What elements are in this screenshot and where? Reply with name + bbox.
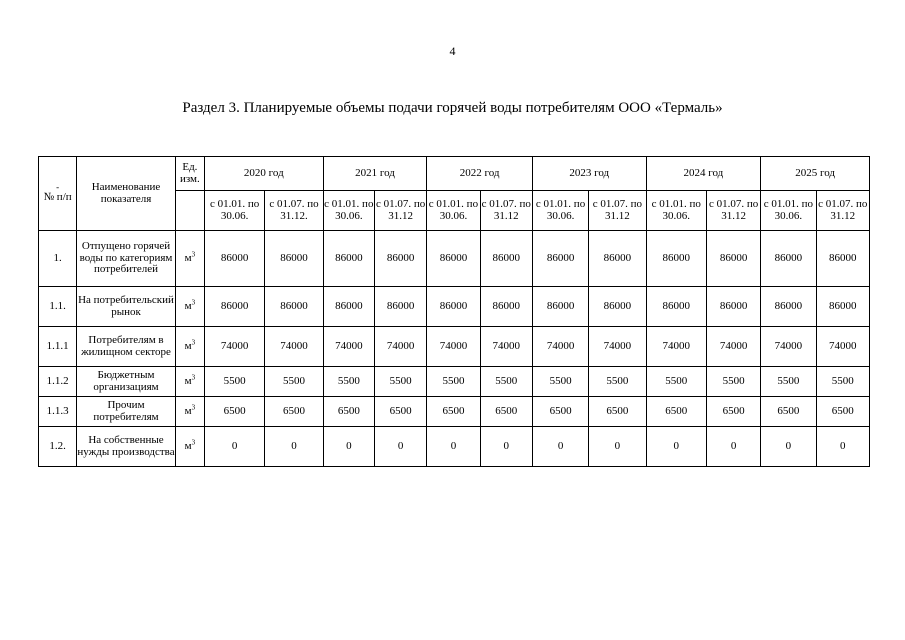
value-cell: 5500 bbox=[323, 367, 374, 397]
header-period: с 01.01. по 30.06. bbox=[204, 191, 264, 231]
row-unit bbox=[175, 327, 204, 367]
page-number: 4 bbox=[449, 44, 456, 58]
value-cell: 5500 bbox=[427, 367, 480, 397]
value-cell: 0 bbox=[374, 427, 426, 467]
value-cell: 0 bbox=[480, 427, 532, 467]
row-number: 1.2. bbox=[39, 427, 77, 467]
unit-exponent: 3 bbox=[191, 403, 196, 412]
header-year: 2021 год bbox=[323, 157, 427, 191]
header-period: с 01.07. по 31.12 bbox=[816, 191, 869, 231]
row-number: 1.1. bbox=[39, 287, 77, 327]
header-num-label: № п/п bbox=[43, 191, 72, 204]
row-number: 1. bbox=[39, 231, 77, 287]
row-indicator-name: На потребительский рынок bbox=[77, 287, 176, 327]
header-unit-blank bbox=[175, 191, 204, 231]
value-cell: 5500 bbox=[589, 367, 646, 397]
value-cell: 5500 bbox=[480, 367, 532, 397]
value-cell: 86000 bbox=[204, 287, 264, 327]
header-num bbox=[39, 157, 77, 231]
value-cell: 0 bbox=[816, 427, 869, 467]
value-cell: 6500 bbox=[589, 397, 646, 427]
header-unit: Ед. изм. bbox=[175, 157, 204, 191]
water-supply-table bbox=[38, 156, 870, 467]
header-period: с 01.07. по 31.12. bbox=[265, 191, 323, 231]
value-cell: 74000 bbox=[589, 327, 646, 367]
value-cell: 0 bbox=[761, 427, 816, 467]
value-cell: 86000 bbox=[323, 231, 374, 287]
value-cell: 74000 bbox=[374, 327, 426, 367]
value-cell: 86000 bbox=[761, 287, 816, 327]
header-year: 2023 год bbox=[532, 157, 646, 191]
value-cell: 74000 bbox=[323, 327, 374, 367]
row-number: 1.1.2 bbox=[39, 367, 77, 397]
table-row bbox=[39, 287, 870, 327]
row-unit bbox=[175, 287, 204, 327]
value-cell: 5500 bbox=[374, 367, 426, 397]
unit-base: м bbox=[184, 404, 192, 417]
unit-base: м bbox=[184, 439, 192, 452]
value-cell: 0 bbox=[532, 427, 588, 467]
unit-exponent: 3 bbox=[191, 298, 196, 307]
value-cell: 74000 bbox=[706, 327, 760, 367]
value-cell: 6500 bbox=[265, 397, 323, 427]
value-cell: 6500 bbox=[532, 397, 588, 427]
header-period: с 01.07. по 31.12 bbox=[589, 191, 646, 231]
header-period: с 01.01. по 30.06. bbox=[532, 191, 588, 231]
value-cell: 0 bbox=[589, 427, 646, 467]
unit-base: м bbox=[184, 374, 192, 387]
value-cell: 0 bbox=[204, 427, 264, 467]
value-cell: 74000 bbox=[204, 327, 264, 367]
table-row bbox=[39, 397, 870, 427]
value-cell: 86000 bbox=[761, 231, 816, 287]
header-dash: - bbox=[56, 182, 60, 193]
value-cell: 0 bbox=[323, 427, 374, 467]
value-cell: 6500 bbox=[374, 397, 426, 427]
value-cell: 86000 bbox=[816, 287, 869, 327]
value-cell: 74000 bbox=[532, 327, 588, 367]
value-cell: 86000 bbox=[646, 231, 706, 287]
table-row bbox=[39, 427, 870, 467]
value-cell: 86000 bbox=[374, 231, 426, 287]
row-unit bbox=[175, 231, 204, 287]
table-row bbox=[39, 367, 870, 397]
row-unit bbox=[175, 427, 204, 467]
value-cell: 0 bbox=[427, 427, 480, 467]
value-cell: 6500 bbox=[323, 397, 374, 427]
header-period: с 01.07. по 31.12 bbox=[374, 191, 426, 231]
value-cell: 86000 bbox=[204, 231, 264, 287]
table-row bbox=[39, 327, 870, 367]
value-cell: 5500 bbox=[706, 367, 760, 397]
row-indicator-name: Потребителям в жилищном секторе bbox=[77, 327, 176, 367]
value-cell: 5500 bbox=[265, 367, 323, 397]
value-cell: 5500 bbox=[532, 367, 588, 397]
value-cell: 6500 bbox=[646, 397, 706, 427]
value-cell: 86000 bbox=[323, 287, 374, 327]
table-header bbox=[39, 157, 870, 231]
row-indicator-name: Отпущено горячей воды по категориям потребителей bbox=[77, 231, 176, 287]
value-cell: 6500 bbox=[816, 397, 869, 427]
value-cell: 74000 bbox=[761, 327, 816, 367]
unit-exponent: 3 bbox=[191, 338, 196, 347]
value-cell: 74000 bbox=[480, 327, 532, 367]
header-period: с 01.07. по 31.12 bbox=[706, 191, 760, 231]
value-cell: 5500 bbox=[204, 367, 264, 397]
unit-exponent: 3 bbox=[191, 250, 196, 259]
value-cell: 5500 bbox=[761, 367, 816, 397]
value-cell: 86000 bbox=[265, 287, 323, 327]
value-cell: 86000 bbox=[589, 287, 646, 327]
value-cell: 86000 bbox=[646, 287, 706, 327]
value-cell: 86000 bbox=[532, 231, 588, 287]
value-cell: 5500 bbox=[816, 367, 869, 397]
row-unit bbox=[175, 397, 204, 427]
header-year: 2022 год bbox=[427, 157, 533, 191]
unit-exponent: 3 bbox=[191, 438, 196, 447]
value-cell: 6500 bbox=[427, 397, 480, 427]
value-cell: 0 bbox=[706, 427, 760, 467]
value-cell: 86000 bbox=[706, 231, 760, 287]
row-indicator-name: На собственные нужды производства bbox=[77, 427, 176, 467]
value-cell: 0 bbox=[646, 427, 706, 467]
header-name: Наименование показателя bbox=[77, 157, 176, 231]
row-indicator-name: Бюджетным организациям bbox=[77, 367, 176, 397]
row-unit bbox=[175, 367, 204, 397]
header-period: с 01.07. по 31.12 bbox=[480, 191, 532, 231]
header-period: с 01.01. по 30.06. bbox=[646, 191, 706, 231]
unit-base: м bbox=[184, 339, 192, 352]
header-year: 2025 год bbox=[761, 157, 870, 191]
unit-base: м bbox=[184, 251, 192, 264]
value-cell: 6500 bbox=[761, 397, 816, 427]
value-cell: 74000 bbox=[265, 327, 323, 367]
table-row bbox=[39, 231, 870, 287]
value-cell: 74000 bbox=[646, 327, 706, 367]
value-cell: 6500 bbox=[706, 397, 760, 427]
value-cell: 86000 bbox=[706, 287, 760, 327]
value-cell: 74000 bbox=[427, 327, 480, 367]
value-cell: 86000 bbox=[480, 287, 532, 327]
value-cell: 86000 bbox=[265, 231, 323, 287]
value-cell: 0 bbox=[265, 427, 323, 467]
row-number: 1.1.3 bbox=[39, 397, 77, 427]
value-cell: 86000 bbox=[480, 231, 532, 287]
value-cell: 6500 bbox=[480, 397, 532, 427]
header-period: с 01.01. по 30.06. bbox=[427, 191, 480, 231]
value-cell: 86000 bbox=[589, 231, 646, 287]
unit-exponent: 3 bbox=[191, 373, 196, 382]
document-title: Раздел 3. Планируемые объемы подачи горячей воды потребителям ООО «Термаль» bbox=[182, 100, 723, 116]
value-cell: 74000 bbox=[816, 327, 869, 367]
value-cell: 86000 bbox=[374, 287, 426, 327]
header-year: 2024 год bbox=[646, 157, 761, 191]
value-cell: 86000 bbox=[427, 231, 480, 287]
row-indicator-name: Прочим потребителям bbox=[77, 397, 176, 427]
row-number: 1.1.1 bbox=[39, 327, 77, 367]
value-cell: 6500 bbox=[204, 397, 264, 427]
header-period: с 01.01. по 30.06. bbox=[761, 191, 816, 231]
value-cell: 86000 bbox=[427, 287, 480, 327]
value-cell: 86000 bbox=[816, 231, 869, 287]
header-year: 2020 год bbox=[204, 157, 323, 191]
header-period: с 01.01. по 30.06. bbox=[323, 191, 374, 231]
value-cell: 86000 bbox=[532, 287, 588, 327]
table-body bbox=[39, 231, 870, 467]
unit-base: м bbox=[184, 299, 192, 312]
value-cell: 5500 bbox=[646, 367, 706, 397]
